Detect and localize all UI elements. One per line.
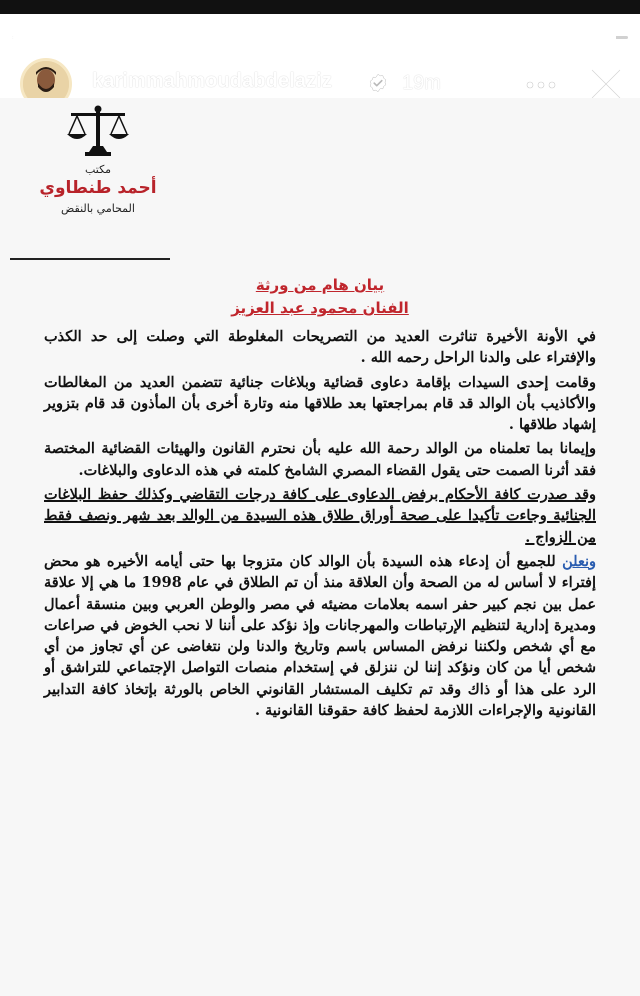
letterhead-divider <box>10 258 170 260</box>
law-office-letterhead <box>18 104 178 215</box>
story-progress-bar <box>12 36 628 39</box>
paragraph-announcement <box>44 551 596 721</box>
office-label: مكتب <box>84 163 112 176</box>
statement-body <box>44 326 596 721</box>
announcement-text: للجميع أن إدعاء هذه السيدة بأن الوالد كان متزوجا بها حتى أيامه الأخيره هو محض إفتراء لا أساس له من الصحة وأن العلاقة منذ أن تم الطلاق في عام 1998 ما هي إلا علاقة عمل بين نجم كبير حفر اسمه بعلامات مضيئه في مصر والوطن العربي وبين منسقة أعمال ومديرة إدارية لتنظيم الإرتباطات والمهرجانات وإذ نؤكد على أننا لا نحب الخوض في صراعات مع أي شخص ولكننا نرفض المساس باسم وتاريخ والدنا ولن نتغاضى عن أي تجاوز من أي شخص أيا من كان ونؤكد إننا لن ننزلق في إستخدام منصات التواصل الإجتماعي للتراشق أو الرد على هذا أو ذاك وقد تم تكليف المستشار القانوني الخاص بالورثة بإتخاذ كافة التدابير القانونية والإجراءات اللازمة لحفظ كافة حقوقنا القانونية . <box>44 552 596 720</box>
story-progress-fill <box>12 36 616 39</box>
scales-of-justice-icon <box>65 104 131 160</box>
paragraph-3: وإيمانا بما تعلمناه من الوالد رحمة الله عليه بأن نحترم القانون والهيئات القضائية المختصة فقد أثرنا الصمت حتى يقول القضاء المصري الشامخ كلمته في هذه الدعاوى والبلاغات. <box>44 440 596 479</box>
office-role: المحامي بالنقض <box>61 202 135 215</box>
title-line-1: بيان هام من ورثة <box>255 276 385 294</box>
announcement-lead: ونعلن <box>562 552 596 570</box>
title-line-2: الفنان محمود عبد العزيز <box>231 299 409 317</box>
more-horizontal-icon[interactable] <box>524 70 558 100</box>
statement-document <box>0 98 640 996</box>
paragraph-1: في الأونة الأخيرة تناثرت العديد من التصريحات المغلوطة التي وصلت إلى حد الكذب والإفتراء على والدنا الراحل رحمه الله . <box>44 328 596 367</box>
verified-badge-icon <box>368 73 388 93</box>
office-name: أحمد طنطاوي <box>39 178 157 198</box>
status-strip <box>0 0 640 14</box>
paragraph-2: وقامت إحدى السيدات بإقامة دعاوى قضائية وبلاغات جنائية تتضمن العديد من المغالطات والأكاذيب بأن الوالد قد قام بمراجعتها بعد طلاقها منه وتارة أخرى بأن المأذون قد قام بتزوير إشهاد طلاقها . <box>44 373 596 434</box>
paragraph-rulings: وقد صدرت كافة الأحكام برفض الدعاوى على كافة درجات التقاضي وكذلك حفظ البلاغات الجنائية وجاءت تأكيدا على صحة أوراق طلاق هذه السيدة من الوالد بعد شهر ونصف فقط من الزواج . <box>44 486 596 546</box>
story-time-ago: 19m <box>402 72 441 94</box>
statement-title <box>200 274 440 320</box>
story-username[interactable]: karimmahmoudabdelaziz <box>92 70 332 92</box>
